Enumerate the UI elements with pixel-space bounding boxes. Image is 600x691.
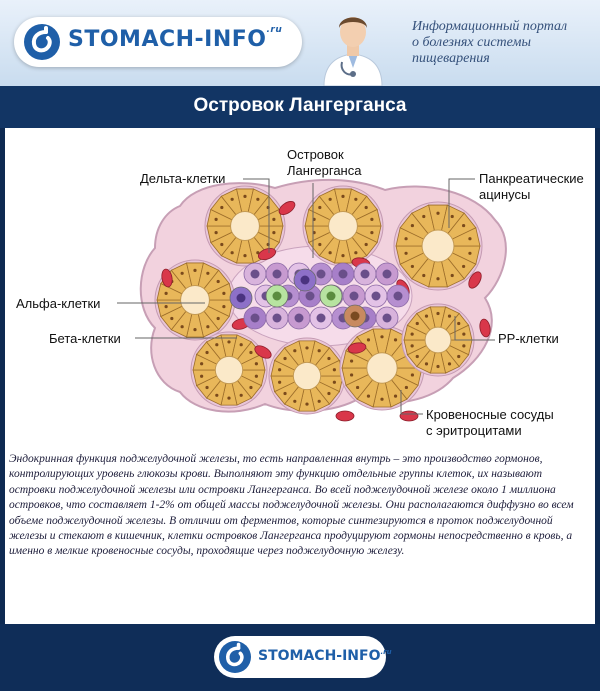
acinar-nucleus xyxy=(411,373,414,376)
acinar-nucleus xyxy=(380,398,383,401)
acinar-nucleus xyxy=(220,206,223,209)
acinar-nucleus xyxy=(436,312,439,315)
page-title: Островок Лангерганса xyxy=(193,95,407,116)
islet-special-nucleus xyxy=(327,292,336,301)
islet-cell-nucleus xyxy=(361,270,370,279)
acinar-nucleus xyxy=(215,231,218,234)
acinar-nucleus xyxy=(365,206,368,209)
acinar-nucleus xyxy=(327,357,330,360)
acinar-nucleus xyxy=(318,400,321,403)
acinar-nucleus xyxy=(457,322,460,325)
acinus-lumen xyxy=(293,362,320,389)
logo-suffix: .ru xyxy=(266,25,283,35)
islet-cell-nucleus xyxy=(383,314,392,323)
acinar-nucleus xyxy=(370,231,373,234)
acinar-nucleus xyxy=(222,305,225,308)
acinar-nucleus xyxy=(249,351,252,354)
acinar-nucleus xyxy=(405,386,408,389)
acinar-nucleus xyxy=(217,280,220,283)
acinus-lumen xyxy=(181,286,210,315)
islet-special-nucleus xyxy=(301,276,310,285)
acinar-nucleus xyxy=(305,346,308,349)
islet-cell-nucleus xyxy=(251,270,260,279)
acinar-nucleus xyxy=(327,392,330,395)
acinar-nucleus xyxy=(181,272,184,275)
label-islet-line: Лангерганса xyxy=(287,163,362,178)
islet-cells-group xyxy=(230,263,409,329)
acinus xyxy=(269,338,345,414)
acinus xyxy=(191,332,267,408)
acinar-nucleus xyxy=(436,212,439,215)
label-pp-cells: PP-клетки xyxy=(498,331,559,346)
portal-line: о болезнях системы xyxy=(412,35,531,50)
label-vessels-line: Кровеносные сосуды xyxy=(426,407,554,422)
acinar-nucleus xyxy=(170,317,173,320)
doctor-illustration xyxy=(318,4,388,86)
acinus xyxy=(303,186,383,266)
acinar-nucleus xyxy=(394,338,397,341)
acinar-nucleus xyxy=(341,195,344,198)
label-acini-line: ацинусы xyxy=(479,187,531,202)
acinar-nucleus xyxy=(425,315,428,318)
acinar-nucleus xyxy=(356,386,359,389)
acinar-nucleus xyxy=(365,243,368,246)
acinus-lumen xyxy=(425,327,451,353)
acinar-nucleus xyxy=(462,332,465,335)
acinar-nucleus xyxy=(293,349,296,352)
portal-tagline xyxy=(412,19,592,67)
acinar-nucleus xyxy=(411,224,414,227)
acinar-nucleus xyxy=(222,292,225,295)
acinar-nucleus xyxy=(462,265,465,268)
acinar-nucleus xyxy=(293,400,296,403)
acinar-nucleus xyxy=(329,198,332,201)
acinar-nucleus xyxy=(215,218,218,221)
acinar-nucleus xyxy=(206,272,209,275)
acinar-nucleus xyxy=(205,386,208,389)
acinar-nucleus xyxy=(227,340,230,343)
acinus-lumen xyxy=(367,353,397,383)
acinus-lumen xyxy=(215,356,242,383)
erythrocyte xyxy=(400,411,418,421)
acinar-nucleus xyxy=(411,332,414,335)
acinar-nucleus xyxy=(367,395,370,398)
acinar-nucleus xyxy=(165,292,168,295)
islet-cell-nucleus xyxy=(317,314,326,323)
islet-cell-nucleus xyxy=(295,314,304,323)
acinar-nucleus xyxy=(278,368,281,371)
acinar-nucleus xyxy=(206,325,209,328)
acinus-lumen xyxy=(329,212,358,241)
acinar-nucleus xyxy=(333,368,336,371)
islet-cell-nucleus xyxy=(317,270,326,279)
acinar-nucleus xyxy=(394,395,397,398)
acinar-nucleus xyxy=(422,274,425,277)
acinar-nucleus xyxy=(380,335,383,338)
acinar-nucleus xyxy=(468,237,471,240)
islet-cell-nucleus xyxy=(383,270,392,279)
islet-special-nucleus xyxy=(237,294,246,303)
acinar-nucleus xyxy=(215,343,218,346)
acinar-nucleus xyxy=(367,338,370,341)
acinar-nucleus xyxy=(350,359,353,362)
acinar-nucleus xyxy=(283,357,286,360)
islet-cell-nucleus xyxy=(251,314,260,323)
erythrocyte xyxy=(336,411,354,421)
acinar-nucleus xyxy=(318,349,321,352)
islet-cell-nucleus xyxy=(339,270,348,279)
acinar-nucleus xyxy=(278,381,281,384)
acinar-nucleus xyxy=(411,265,414,268)
portal-line: Информационный портал xyxy=(412,19,568,34)
acinar-nucleus xyxy=(165,305,168,308)
islet-cell-nucleus xyxy=(273,314,282,323)
acinar-nucleus xyxy=(451,274,454,277)
acinar-nucleus xyxy=(416,322,419,325)
stomach-logo-icon xyxy=(24,24,60,60)
acinus xyxy=(394,202,482,290)
acinar-nucleus xyxy=(217,317,220,320)
label-beta-cells: Бета-клетки xyxy=(49,331,121,346)
acinar-nucleus xyxy=(404,252,407,255)
footer-logo-suffix: .ru xyxy=(380,648,392,656)
acinar-nucleus xyxy=(436,277,439,280)
acinar-nucleus xyxy=(193,269,196,272)
acinar-nucleus xyxy=(468,252,471,255)
acinar-nucleus xyxy=(318,206,321,209)
islet-cell-nucleus xyxy=(306,292,315,301)
acinar-nucleus xyxy=(181,325,184,328)
islet-cell-nucleus xyxy=(273,270,282,279)
acinar-nucleus xyxy=(318,243,321,246)
acinar-nucleus xyxy=(411,344,414,347)
label-delta-cells: Дельта-клетки xyxy=(140,171,226,186)
acinar-nucleus xyxy=(462,344,465,347)
acinar-nucleus xyxy=(436,365,439,368)
acinar-nucleus xyxy=(231,251,234,254)
acinus-lumen xyxy=(422,230,454,262)
label-islet xyxy=(287,147,361,179)
label-alpha-cells: Альфа-клетки xyxy=(16,296,101,311)
acinar-nucleus xyxy=(305,402,308,405)
acinar-nucleus xyxy=(215,394,218,397)
acinar-nucleus xyxy=(283,392,286,395)
acinus-lumen xyxy=(231,212,260,241)
label-vessels-line: с эритроцитами xyxy=(426,423,522,438)
islet-special-nucleus xyxy=(351,312,360,321)
portal-line: пищеварения xyxy=(412,51,490,66)
acinar-nucleus xyxy=(272,218,275,221)
acinar-nucleus xyxy=(354,198,357,201)
acinar-nucleus xyxy=(462,224,465,227)
acinar-nucleus xyxy=(448,315,451,318)
islet-cell-nucleus xyxy=(350,292,359,301)
acinar-nucleus xyxy=(341,254,344,257)
label-vessels xyxy=(426,407,554,439)
label-acini xyxy=(479,171,584,203)
logo-name: STOMACH-INFO xyxy=(68,27,267,52)
acinar-nucleus xyxy=(220,243,223,246)
acinar-nucleus xyxy=(205,351,208,354)
acinar-nucleus xyxy=(350,373,353,376)
acinar-nucleus xyxy=(249,386,252,389)
acinar-nucleus xyxy=(243,195,246,198)
acinar-nucleus xyxy=(451,215,454,218)
acinar-nucleus xyxy=(231,198,234,201)
label-islet-line: Островок xyxy=(287,147,344,162)
label-acini-line: Панкреатические xyxy=(479,171,584,186)
acinar-nucleus xyxy=(240,394,243,397)
acinar-nucleus xyxy=(227,396,230,399)
acinar-nucleus xyxy=(243,254,246,257)
acinar-nucleus xyxy=(200,362,203,365)
acinar-nucleus xyxy=(416,355,419,358)
acinar-nucleus xyxy=(329,251,332,254)
islet-cell-nucleus xyxy=(394,292,403,301)
acinar-nucleus xyxy=(422,215,425,218)
acinar-nucleus xyxy=(448,362,451,365)
acinar-nucleus xyxy=(240,343,243,346)
islet-cell-nucleus xyxy=(372,292,381,301)
acinar-nucleus xyxy=(404,237,407,240)
site-logo[interactable] xyxy=(14,17,302,67)
acinar-nucleus xyxy=(200,375,203,378)
acinar-nucleus xyxy=(255,362,258,365)
acinar-nucleus xyxy=(255,375,258,378)
acinar-nucleus xyxy=(354,251,357,254)
acinar-nucleus xyxy=(272,231,275,234)
footer-logo-name: STOMACH-INFO xyxy=(258,648,381,664)
acinar-nucleus xyxy=(370,218,373,221)
description-text: Эндокринная функция поджелудочной железы, то есть направленная внутрь – это производство гормонов, контролирующих уровень глюкозы крови. Выполняют эту функцию отдельные группы клеток, их называют островки поджелудочной железы или островки Лангерганса. Во всей поджелудочной железе около 1 миллиона островков, что составляет 1-2% от общей массы поджелудочной железы. Они располагаются диффузно во всем объеме поджелудочной железы. В отличии от ферментов, которые синтезируются в проток поджелудочной железы и стекают в кишечник, клетки островков Лангерганса продуцируют гормоны непосредственно в кровь, а именно в мелкие кровеносные сосуды, проходящие через поджелудочную железу. xyxy=(9,453,574,558)
islet-special-nucleus xyxy=(273,292,282,301)
acinar-nucleus xyxy=(193,328,196,331)
acinar-nucleus xyxy=(425,362,428,365)
stomach-logo-icon xyxy=(219,641,251,673)
acinar-nucleus xyxy=(256,198,259,201)
footer-logo[interactable] xyxy=(214,636,392,678)
acinar-nucleus xyxy=(457,355,460,358)
acinar-nucleus xyxy=(333,381,336,384)
